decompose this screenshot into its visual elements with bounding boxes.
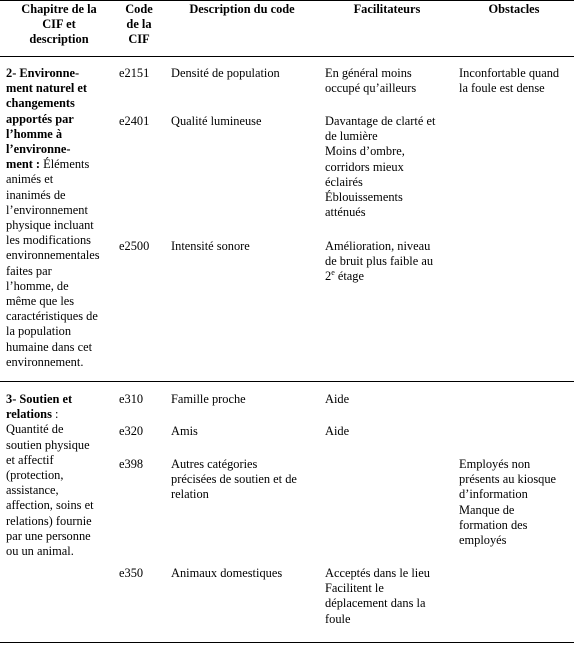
chapter-3-description: 3- Soutien et relations : Quantité de soutien physique et affectif (protection, assistance, affection, soins et relations) fournie par une personne ou un animal. bbox=[6, 392, 94, 559]
table-row-code: e350 bbox=[119, 566, 144, 580]
table-row-facilitators: Aide bbox=[325, 424, 350, 438]
header-obstacles: Obstacles bbox=[488, 2, 540, 16]
table-row-facilitators: Acceptés dans le lieu Facilitent le déplacement dans la foule bbox=[325, 566, 430, 626]
table-top-rule bbox=[0, 0, 574, 1]
table-row-code: e2151 bbox=[119, 66, 150, 80]
table-row-obstacles: Employés non présents au kiosque d’information Manque de formation des employés bbox=[459, 457, 557, 548]
table-row-facilitators: Amélioration, niveau de bruit plus faible au 2e étage bbox=[325, 239, 434, 284]
table-row-description: Animaux domestiques bbox=[171, 566, 283, 580]
table-row-description: Intensité sonore bbox=[171, 239, 250, 253]
table-row-code: e2500 bbox=[119, 239, 150, 253]
table-row-code: e310 bbox=[119, 392, 144, 406]
table-bottom-rule bbox=[0, 642, 574, 643]
header-chapter: Chapitre de la CIF et description bbox=[21, 2, 97, 47]
table-row-code: e398 bbox=[119, 457, 144, 471]
table-row-description: Amis bbox=[171, 424, 198, 438]
table-row-obstacles: Inconfortable quand la foule est dense bbox=[459, 66, 560, 96]
table-row-description: Qualité lumineuse bbox=[171, 114, 262, 128]
chapter-2-description: 2- Environne- ment naturel et changements apportés par l’homme à l’environne- ment : Éléments animés et inanimés de l’environnement physique incluant les modifications environnementales faites par l’homme, de même que les caractéristiques de la population humaine dans cet environnement. bbox=[6, 66, 100, 369]
table-row-facilitators: Aide bbox=[325, 392, 350, 406]
table-row-code: e320 bbox=[119, 424, 144, 438]
table-row-facilitators: En général moins occupé qu’ailleurs bbox=[325, 66, 417, 96]
table-row-description: Densité de population bbox=[171, 66, 280, 80]
table-row-description: Famille proche bbox=[171, 392, 246, 406]
table-row-description: Autres catégories précisées de soutien et de relation bbox=[171, 457, 297, 502]
header-bottom-rule bbox=[0, 56, 574, 57]
header-code: Code de la CIF bbox=[125, 2, 153, 47]
header-description: Description du code bbox=[189, 2, 295, 16]
header-facilitators: Facilitateurs bbox=[353, 2, 421, 16]
table-row-code: e2401 bbox=[119, 114, 150, 128]
section-divider-rule bbox=[0, 381, 574, 382]
table-row-facilitators: Davantage de clarté et de lumière Moins d’ombre, corridors mieux éclairés Éblouissements atténués bbox=[325, 114, 436, 220]
